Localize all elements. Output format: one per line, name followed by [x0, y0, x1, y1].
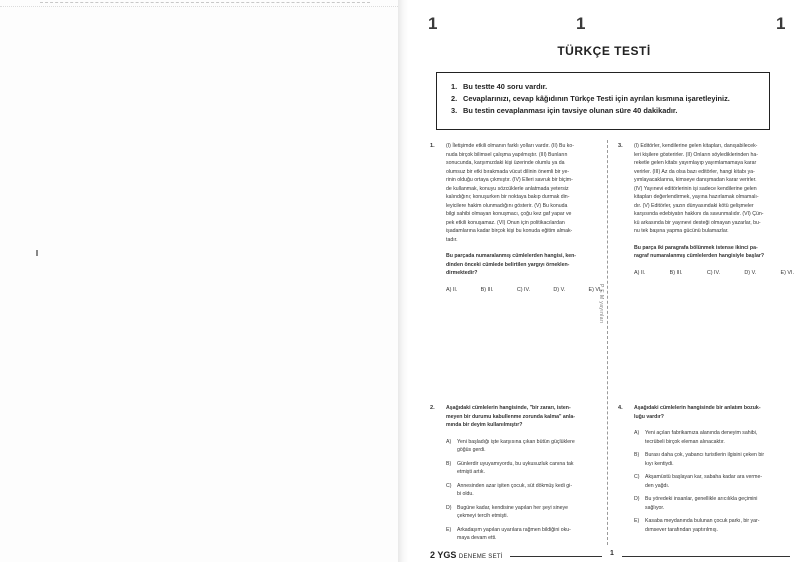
- question-paragraph: (I) Editörler, kendilerine gelen kitapları, danışabilecek- leri kişilere gösterirler. (II) Onların söylediklerinden ha- reketle gelen kitabı yayımlayıp yayımlamamaya karar verirler. (III) Az da olsa bazı editörler, hangi kitabı ya- yımlayacaklarına, kimseye danışmadan karar verirler. (IV) Yayınevi editörlerinin işi sadece kendilerine gelen kitapları değerlendirmek, yayına hazırlamak olmamalı- dır. (V) Editörler, yazın dünyasındaki kötü gelişmeler karşısında edebiyatın hakkını da savunmalıdır. (VI) Çün- kü arkasında bir yayınevi desteği olmayan yazarlar, bu- nu tek başına yapma gücünü bulamazlar.: [634, 143, 764, 234]
- instruction-item: 1. Bu testte 40 soru vardır.: [451, 82, 548, 91]
- option-a[interactable]: A) Yeni açılan fabrikamıza alanında deneyim sahibi, tecrübeli birçok eleman alınacaktır.: [634, 430, 758, 445]
- publisher-side-label: P E M yayınları: [598, 284, 604, 324]
- option-e[interactable]: E) VI.: [588, 286, 602, 293]
- option-d[interactable]: D) Bugüne kadar, kendisine yapılan her şeyi sineye çekmeyi tercih etmişti.: [446, 504, 569, 519]
- question-stem: Aşağıdaki cümlelerin hangisinde bir anlatım bozuk- luğu vardır?: [634, 405, 761, 420]
- instruction-item: 2. Cevaplarınızı, cevap kâğıdının Türkçe Testi için ayrılan kısmına işaretleyiniz.: [451, 94, 730, 103]
- question-4: [618, 404, 794, 539]
- question-stem: Aşağıdaki cümlelerin hangisinde, "bir zararı, isten- meyen bir durumu kabullenme zorunda kalma" anla- mında bir deyim kullanılmıştır?: [446, 405, 576, 428]
- page-footer: [408, 548, 800, 562]
- option-e[interactable]: E) Kasaba meydanında bulunan çocuk parkı, bir yar- dımsever tarafından yaptırılmış.: [634, 518, 760, 533]
- column-divider: [607, 140, 608, 545]
- answer-options: [446, 286, 602, 295]
- footer-rule: [510, 556, 602, 557]
- question-number: 1.: [430, 143, 435, 149]
- answer-options: [634, 269, 794, 278]
- instructions-box: [436, 72, 770, 130]
- question-number: 2.: [430, 405, 435, 411]
- footer-rule: [622, 556, 790, 557]
- option-c[interactable]: C) Annesinden azar işiten çocuk, süt dökmüş kedi gi- bi oldu.: [446, 482, 573, 497]
- test-title: TÜRKÇE TESTİ: [557, 44, 651, 58]
- option-c[interactable]: C) Akşamüstü başlayan kar, sabaha kadar ara verme- den yağdı.: [634, 474, 763, 489]
- right-page: [408, 0, 800, 562]
- question-number: 4.: [618, 405, 623, 411]
- footer-brand: 2 YGS DENEME SETİ: [430, 550, 503, 560]
- option-e[interactable]: E) Arkadaşım yapılan uyarılara rağmen bildiğini oku- maya devam etti.: [446, 526, 571, 541]
- page-number-left: 1: [428, 14, 438, 33]
- scan-speck: [36, 250, 38, 256]
- scan-artifact-dots: [0, 6, 398, 7]
- question-1: [430, 142, 602, 294]
- option-d[interactable]: D) Bu yöredeki insanlar, genellikle arıcılıkla geçimini sağlıyor.: [634, 496, 758, 511]
- option-b[interactable]: B) Günlerdir uyuyamıyordu, bu uykusuzluk canına tak etmişti artık.: [446, 460, 574, 475]
- left-page: [0, 0, 398, 562]
- instruction-item: 3. Bu testin cevaplanması için tavsiye olunan süre 40 dakikadır.: [451, 106, 678, 115]
- option-b[interactable]: B) III.: [480, 286, 494, 293]
- footer-page-number: 1: [610, 550, 614, 557]
- question-stem: Bu parça iki paragrafa bölünmek istense ikinci pa- ragraf numaralanmış cümlelerden hangisiyle başlar?: [634, 244, 765, 259]
- option-e[interactable]: E) VI.: [780, 269, 794, 276]
- option-a[interactable]: A) II.: [634, 269, 646, 276]
- option-c[interactable]: C) IV.: [516, 286, 531, 293]
- option-a[interactable]: A) Yeni başladığı işte karşısına çıkan bütün güçlüklere göğüs gerdi.: [446, 438, 575, 453]
- option-c[interactable]: C) IV.: [706, 269, 721, 276]
- option-d[interactable]: D) V.: [553, 286, 566, 293]
- question-3: [618, 142, 794, 277]
- book-spine: [398, 0, 408, 562]
- answer-options: [446, 438, 602, 543]
- option-a[interactable]: A) II.: [446, 286, 458, 293]
- option-b[interactable]: B) Burası daha çok, yabancı turistlerin ilgisini çeken bir kıyı kentiydi.: [634, 452, 765, 467]
- option-d[interactable]: D) V.: [744, 269, 757, 276]
- option-b[interactable]: B) III.: [669, 269, 683, 276]
- question-number: 3.: [618, 143, 623, 149]
- page-number-middle: 1: [576, 14, 586, 33]
- scan-artifact-line: [40, 2, 370, 3]
- page-number-right: 1: [776, 14, 786, 33]
- question-stem: Bu parçada numaralanmış cümlelerden hangisi, ken- dinden önceki cümlede belirtilen yargıyı örneklen- dirmektedir?: [446, 253, 577, 276]
- question-paragraph: (I) İletişimde etkili olmanın farklı yolları vardır. (II) Bu ko- nuda birçok bilimsel çalışma yapılmıştır. (III) Bunların sonucunda, karşımızdaki kişi üzerinde olumlu ya da olumsuz bir etki bırakmada vücut dilinin önemli bir ye- rinin olduğu ortaya çıkmıştır. (IV) Elleri savruk bir biçim- de kullanmak, konuyu sözcüklerle anlatmada yetersiz kalındığını; konuşurken bir noktaya bakıp durmak din- leyicilere hakim olunmadığını gösterir. (V) Bu konuda bilgi sahibi olmayan konuşmacı, çoğu kez gaf yapar ve pek etkili konuşamaz. (VI) Onun için politikacılardan işadamlarına kadar birçok kişi bu konuda eğitim almak- tadır.: [446, 143, 574, 243]
- answer-options: [634, 429, 794, 534]
- question-2: [430, 404, 602, 548]
